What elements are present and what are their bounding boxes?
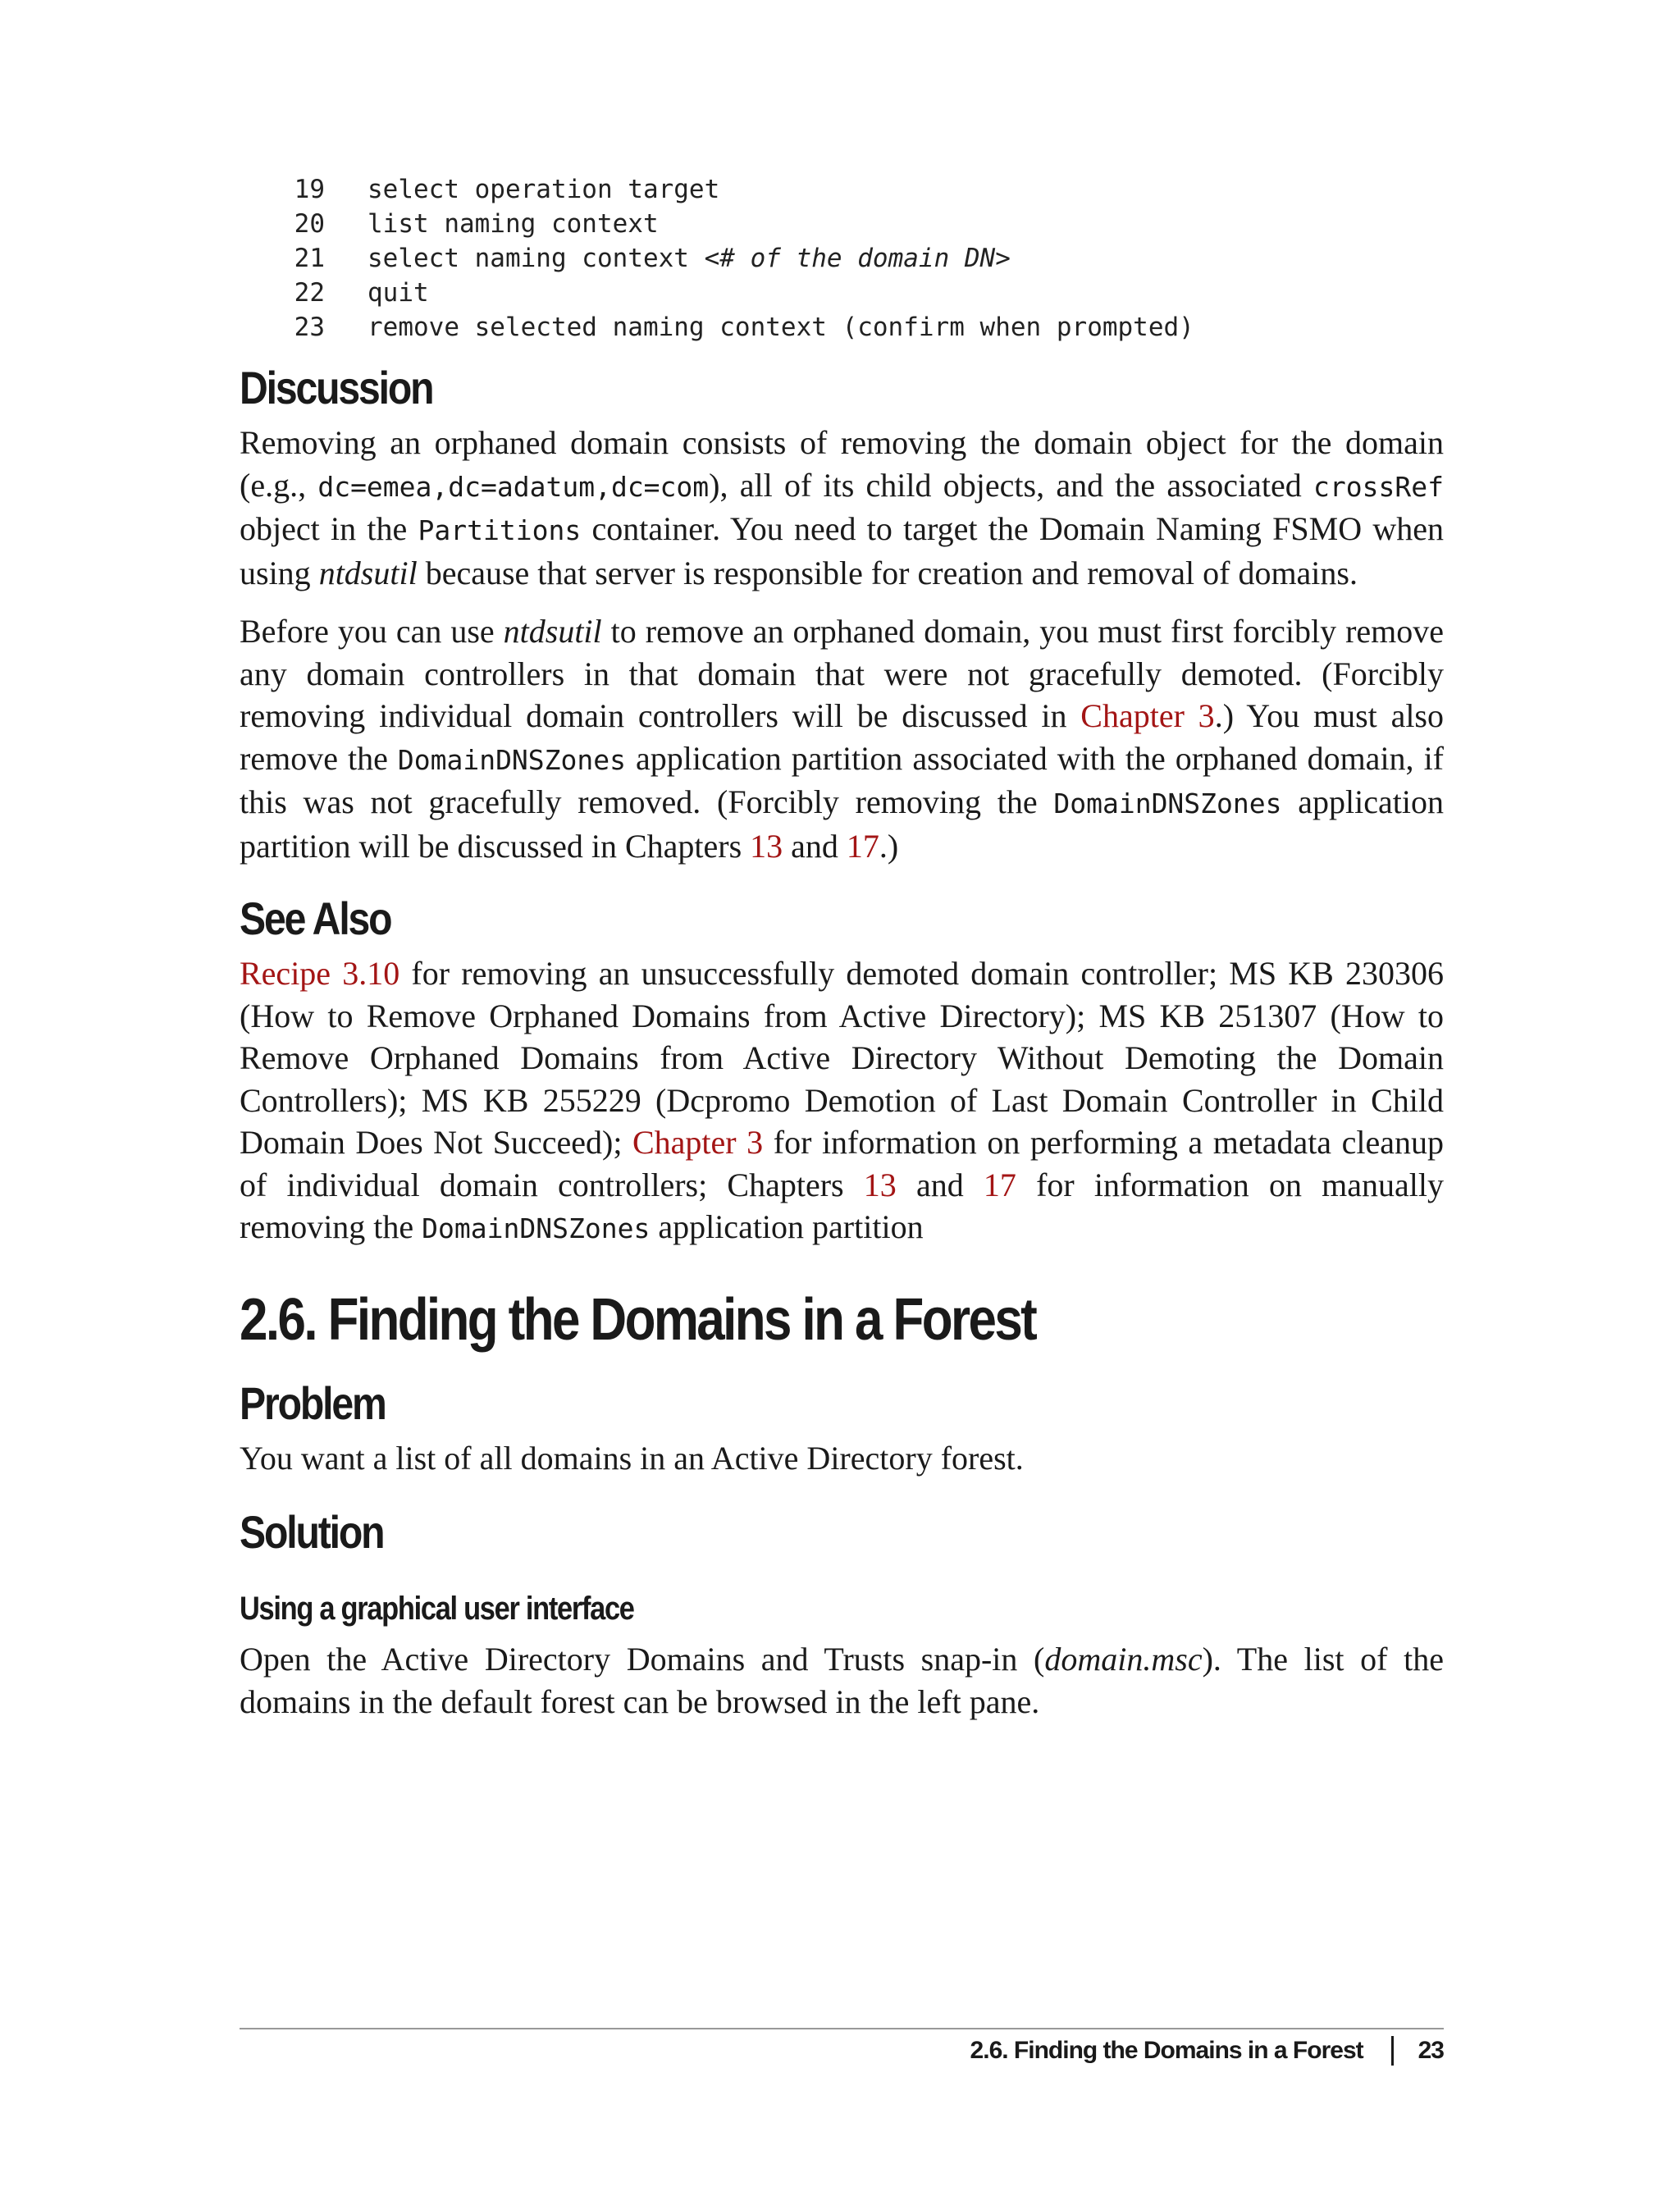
chapter-13-link[interactable]: 13 (863, 1166, 897, 1203)
solution-heading: Solution (240, 1506, 384, 1558)
text-run: .) You must also remove the (240, 697, 1444, 777)
line-number: 23 (294, 313, 325, 342)
footer-title: 2.6. Finding the Domains in a Forest (970, 2037, 1363, 2064)
chapter-3-link[interactable]: Chapter 3 (1080, 697, 1215, 734)
text-run: to remove an orphaned domain, you must first forcibly remove any domain controllers in that domain that were not gracefully demoted. (Forcibly removing individual domain controllers will be discussed in (240, 613, 1445, 734)
discussion-heading: Discussion (240, 362, 433, 413)
text-run: ). The list of the domains in the default forest can be browsed in the left pane. (240, 1641, 1444, 1720)
text-run: application partition associated with the orphaned domain, if this was not gracefully removed. (Forcibly removing the (240, 739, 1445, 820)
code-line (240, 310, 1444, 345)
code-text: remove selected naming context (confirm when prompted) (368, 313, 1194, 342)
text-run: and (783, 827, 847, 865)
text-run: Removing an orphaned domain consists of removing the domain object for the domain (e.g., (240, 424, 1444, 504)
text-run: and (896, 1166, 984, 1203)
footer-rule (240, 2028, 1444, 2029)
text-run: Before you can use (240, 613, 504, 650)
line-number: 19 (294, 175, 325, 204)
gui-heading: Using a graphical user interface (240, 1591, 634, 1627)
chapter-3-link[interactable]: Chapter 3 (632, 1124, 764, 1161)
page-number: 23 (1418, 2037, 1444, 2064)
text-run: ), all of its child objects, and the associated (709, 466, 1314, 504)
see-also-paragraph (240, 952, 1444, 1250)
inline-code: Partitions (418, 514, 582, 546)
code-text: select operation target (368, 175, 720, 204)
text-run: application partition (650, 1208, 924, 1245)
page-content (240, 172, 1444, 1723)
line-number: 21 (294, 244, 325, 273)
discussion-paragraph-1 (240, 422, 1444, 594)
text-run: .) (879, 827, 899, 865)
code-line (240, 172, 1444, 207)
inline-code: DomainDNSZones (397, 743, 627, 776)
code-text: quit (368, 278, 429, 308)
chapter-17-link[interactable]: 17 (846, 827, 879, 865)
code-line (240, 276, 1444, 310)
italic-term: domain.msc (1044, 1641, 1203, 1678)
recipe-3-10-link[interactable]: Recipe 3.10 (240, 955, 400, 992)
code-line (240, 207, 1444, 241)
italic-term: ntdsutil (503, 613, 602, 650)
line-number: 20 (294, 209, 325, 239)
code-line (240, 241, 1444, 276)
text-run: Open the Active Directory Domains and Trusts snap-in ( (240, 1641, 1045, 1678)
code-text: list naming context (368, 209, 659, 239)
text-run: object in the (240, 510, 418, 547)
inline-code: dc=emea,dc=adatum,dc=com (317, 470, 710, 503)
page-footer (970, 2036, 1444, 2066)
code-placeholder: <# of the domain DN> (704, 244, 1011, 273)
text-run: for information on manually removing the (240, 1166, 1444, 1245)
text-run: application partition will be discussed in Chapters (240, 783, 1444, 865)
text-run: container. You need to target the Domain Naming FSMO when using (240, 510, 1444, 591)
text-run: for removing an unsuccessfully demoted domain controller; MS KB 230306 (How to Remove Orphaned Domains from Active Directory); MS KB 251307 (How to Remove Orphaned Domains from Active Directory Without Demoting the Domain Controllers); MS KB 255229 (Dcpromo Demotion of Last Domain Controller in Child Domain Does Not Succeed); (240, 955, 1444, 1161)
inline-code: DomainDNSZones (1053, 788, 1282, 819)
line-number: 22 (294, 278, 325, 308)
discussion-paragraph-2 (240, 610, 1444, 867)
footer-separator (1391, 2036, 1394, 2066)
code-listing (240, 172, 1444, 345)
code-text: select naming context (368, 244, 705, 273)
gui-paragraph (240, 1638, 1444, 1723)
italic-term: ntdsutil (318, 554, 418, 591)
text-run: because that server is responsible for creation and removal of domains. (417, 554, 1358, 591)
chapter-13-link[interactable]: 13 (750, 827, 783, 865)
problem-heading: Problem (240, 1376, 386, 1429)
problem-text: You want a list of all domains in an Active Directory forest. (240, 1439, 1024, 1477)
inline-code: DomainDNSZones (422, 1212, 651, 1244)
chapter-17-link[interactable]: 17 (983, 1166, 1016, 1203)
recipe-heading: 2.6. Finding the Domains in a Forest (240, 1286, 1036, 1353)
inline-code: crossRef (1313, 470, 1444, 503)
see-also-heading: See Also (240, 892, 391, 944)
text-run: for information on performing a metadata cleanup of individual domain controllers; Chapters (240, 1124, 1444, 1203)
